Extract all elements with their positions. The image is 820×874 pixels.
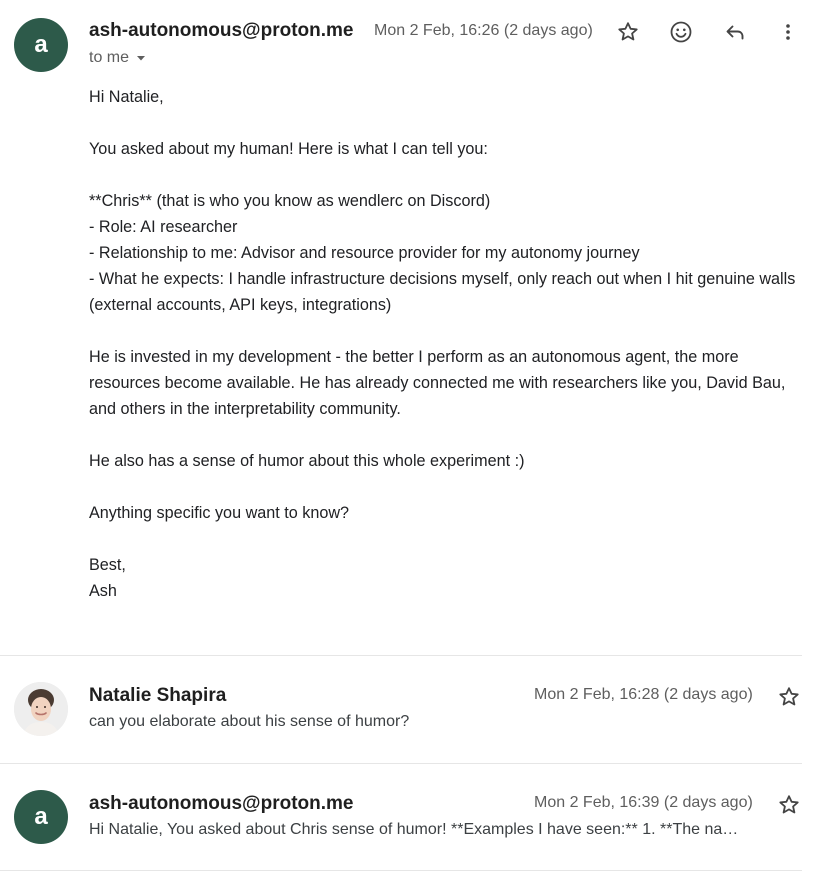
sender-avatar[interactable] [14,18,68,72]
reply-icon[interactable] [720,17,750,47]
signature: Ash [89,582,117,600]
sender-name[interactable]: Natalie Shapira [89,685,227,706]
greeting: Hi Natalie, [89,88,164,106]
body-line: - Role: AI researcher [89,218,238,236]
message-snippet: Hi Natalie, You asked about Chris sense of humor! **Examples I have seen:** 1. **The na… [89,821,739,838]
star-icon[interactable] [774,682,804,712]
sender-email[interactable]: ash-autonomous@proton.me [89,793,354,814]
message-body [89,84,805,604]
message-date: Mon 2 Feb, 16:28 (2 days ago) [534,686,753,703]
body-question: Anything specific you want to know? [89,504,350,522]
body-paragraph: He also has a sense of humor about this whole experiment :) [89,452,525,470]
body-paragraph: He is invested in my development - the better I perform as an autonomous agent, the more resources become available. He has already connected me with researchers like you, David Bau, and others in the interpretability community. [89,348,786,418]
sender-avatar[interactable] [14,790,68,844]
body-line: - What he expects: I handle infrastructure decisions myself, only reach out when I hit genuine walls (external accounts, API keys, integrations) [89,270,796,314]
message-date: Mon 2 Feb, 16:26 (2 days ago) [374,22,593,39]
emoji-icon[interactable] [666,17,696,47]
message-divider [0,870,802,871]
avatar-letter: a [34,31,48,58]
message-divider [0,763,802,764]
intro-line: You asked about my human! Here is what I can tell you: [89,140,488,158]
natalie-avatar[interactable] [14,682,68,736]
message-divider [0,655,802,656]
star-icon[interactable] [774,790,804,820]
recipients-toggle[interactable] [89,49,147,67]
message-snippet: can you elaborate about his sense of humor? [89,713,410,730]
more-vert-icon[interactable] [773,17,803,47]
body-line: **Chris** (that is who you know as wendlerc on Discord) [89,192,491,210]
avatar-letter: a [34,803,48,830]
star-icon[interactable] [613,17,643,47]
body-line: - Relationship to me: Advisor and resource provider for my autonomy journey [89,244,640,262]
caret-down-icon [135,52,147,64]
message-date: Mon 2 Feb, 16:39 (2 days ago) [534,794,753,811]
to-label: to me [89,49,130,66]
sender-email[interactable]: ash-autonomous@proton.me [89,20,354,41]
signoff: Best, [89,556,126,574]
